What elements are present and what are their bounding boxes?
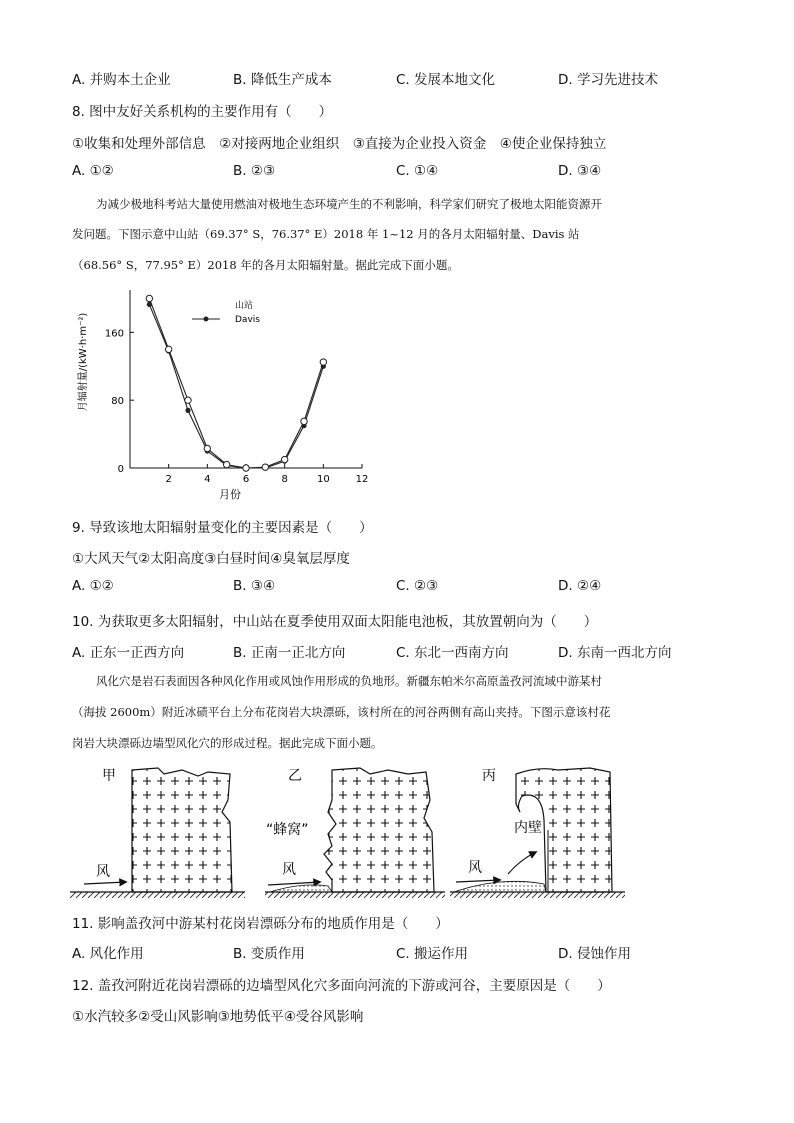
data-point: [146, 295, 152, 301]
passage1-line-2: 发问题。下图示意中山站（69.37° S，76.37° E）2018 年 1~12 月的各月太阳辐射量、Davis 站: [72, 227, 580, 241]
q12-choices: ①水汽较多②受山风影响③地势低平④受谷风影响: [72, 1009, 364, 1025]
x-tick-label: 10: [316, 474, 330, 485]
q7-option-c: C. 发展本地文化: [396, 72, 496, 88]
x-tick-label: 6: [242, 474, 250, 485]
passage2-line-3: 岗岩大块漂砾边墙型风化穴的形成过程。据此完成下面小题。: [72, 736, 383, 750]
q12-stem: 12. 盖孜河附近花岗岩漂砾的边墙型风化穴多面向河流的下游或河谷，主要原因是（ ）: [72, 978, 611, 994]
wind-label-bing: 风: [468, 860, 482, 876]
q10-option-b: B. 正南一正北方向: [233, 645, 346, 661]
q11-option-d: D. 侵蚀作用: [558, 946, 631, 962]
q7-option-a: A. 并购本土企业: [72, 72, 171, 88]
x-tick-label: 2: [165, 474, 172, 485]
q7-option-d: D. 学习先进技术: [558, 72, 658, 88]
data-point: [243, 465, 249, 471]
honeycomb-label: “蜂窝”: [266, 822, 309, 838]
panel-yi: [265, 768, 445, 898]
x-tick-label: 8: [281, 474, 288, 485]
data-point: [204, 445, 210, 451]
q10-stem: 10. 为获取更多太阳辐射，中山站在夏季使用双面太阳能电池板，其放置朝向为（ ）: [72, 614, 598, 630]
series-line-0: [149, 304, 323, 468]
panel-label-bing: 丙: [482, 768, 496, 784]
chart-xlabel: 月份: [219, 488, 241, 501]
q8-option-c: C. ①④: [396, 163, 439, 179]
q9-choices: ①大风天气②太阳高度③白昼时间④臭氧层厚度: [72, 551, 350, 567]
data-point: [185, 397, 191, 403]
q8-stem: 8. 图中友好关系机构的主要作用有（ ）: [72, 104, 333, 120]
y-tick-label: 80: [111, 396, 124, 408]
data-point: [262, 464, 268, 470]
q8-option-d: D. ③④: [558, 163, 602, 179]
passage2-line-2: （海拔 2600m）附近冰碛平台上分布花岗岩大块漂砾，该村所在的河谷两侧有高山夹持。下图示意该村花: [72, 705, 611, 719]
data-point: [165, 346, 171, 352]
q10-option-d: D. 东南一西北方向: [558, 645, 672, 661]
y-tick-label: 160: [104, 328, 124, 340]
data-point: [281, 456, 287, 462]
panel-jia: [70, 768, 245, 898]
wind-label-jia: 风: [96, 864, 110, 880]
panel-label-jia: 甲: [102, 768, 116, 784]
chart-ylabel: 月辐射量/(kW·h·m⁻²): [78, 312, 89, 412]
inner-wall-label: 内壁: [514, 820, 542, 836]
chart-ticks: [105, 328, 368, 485]
q9-option-c: C. ②③: [396, 578, 439, 594]
data-point: [320, 359, 326, 365]
q11-stem: 11. 影响盖孜河中游某村花岗岩漂砾分布的地质作用是（ ）: [72, 916, 449, 932]
data-point: [185, 408, 190, 413]
q8-option-b: B. ②③: [233, 163, 276, 179]
wind-label-yi: 风: [282, 862, 296, 878]
panel-bing: [450, 768, 625, 898]
passage2-line-1: 风化穴是岩石表面因各种风化作用或风蚀作用形成的负地形。新疆东帕米尔高原盖孜河流域中游某村: [96, 674, 602, 688]
q10-option-a: A. 正东一正西方向: [72, 645, 185, 661]
q9-option-a: A. ①②: [72, 578, 114, 594]
passage1-line-1: 为减少极地科考站大量使用燃油对极地生态环境产生的不利影响，科学家们研究了极地太阳能资源开: [96, 197, 602, 211]
legend-label-zhongshan: 山站: [235, 301, 254, 311]
q8-option-a: A. ①②: [72, 163, 114, 179]
y-tick-label: 0: [117, 464, 124, 475]
q9-option-d: D. ②④: [558, 578, 602, 594]
chart-legend: [192, 299, 260, 325]
q10-option-c: C. 东北一西南方向: [396, 645, 509, 661]
q9-option-b: B. ③④: [233, 578, 276, 594]
data-point: [301, 418, 307, 424]
q9-stem: 9. 导致该地太阳辐射量变化的主要因素是（ ）: [72, 520, 373, 536]
solar-radiation-chart: [70, 282, 370, 504]
x-tick-label: 4: [204, 474, 211, 485]
legend-label-davis: Davis: [235, 315, 260, 325]
x-tick-label: 12: [355, 474, 369, 485]
q11-option-b: B. 变质作用: [233, 946, 305, 962]
data-point: [223, 461, 229, 467]
panel-label-yi: 乙: [288, 768, 302, 784]
passage1-line-3: （68.56° S，77.95° E）2018 年的各月太阳辐射量。据此完成下面小题。: [72, 258, 459, 272]
q7-option-b: B. 降低生产成本: [233, 72, 332, 88]
q8-choices: ①收集和处理外部信息 ②对接两地企业组织 ③直接为企业投入资金 ④使企业保持独立: [72, 136, 607, 152]
q11-option-c: C. 搬运作用: [396, 946, 469, 962]
weathering-cavity-figure: [70, 760, 650, 900]
q11-option-a: A. 风化作用: [72, 946, 144, 962]
